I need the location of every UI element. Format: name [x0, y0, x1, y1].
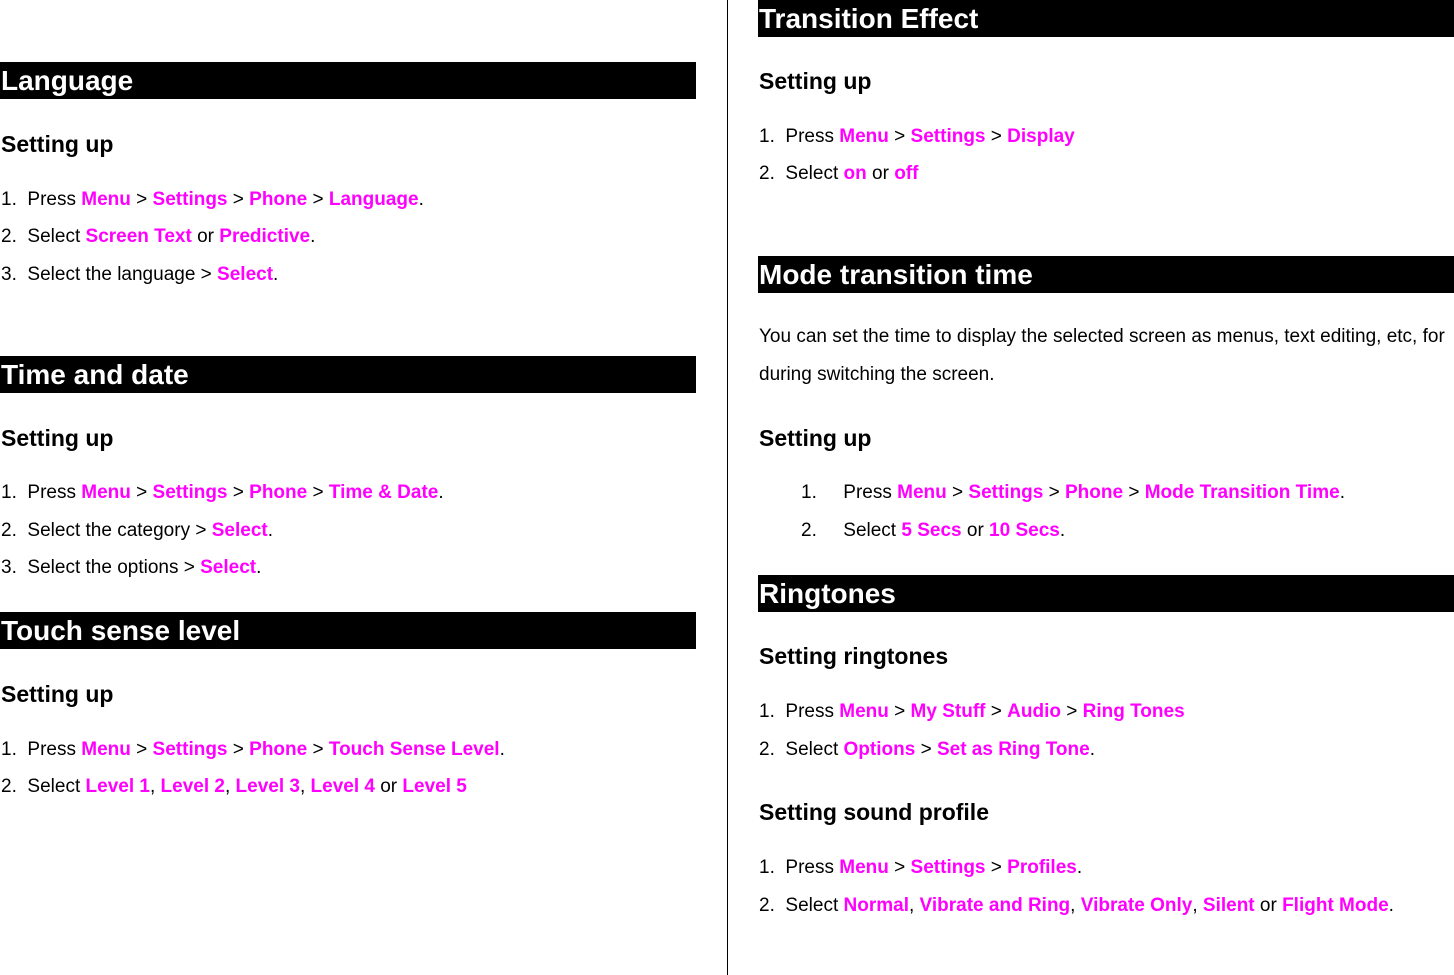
list-item: 3. Select the language > Select. [1, 264, 279, 285]
subheading: Setting up [759, 68, 872, 94]
list-item: 2. Select Screen Text or Predictive. [1, 226, 316, 247]
list-item: 2. Select the category > Select. [1, 520, 273, 541]
section-title: Transition Effect [759, 3, 979, 34]
subheading: Setting up [1, 131, 114, 157]
list-item: 1. Press Menu > My Stuff > Audio > Ring Tones [759, 701, 1185, 722]
list-item: 1. Press Menu > Settings > Phone > Touch Sense Level. [1, 739, 505, 760]
list-item: 1. Press Menu > Settings > Phone > Mode Transition Time. [801, 482, 1345, 503]
list-item: 1. Press Menu > Settings > Display [759, 126, 1075, 147]
description: You can set the time to display the selected screen as menus, text editing, etc, for during switching the screen. [759, 326, 1445, 385]
subheading: Setting up [1, 425, 114, 451]
section-title: Ringtones [759, 578, 896, 609]
list-item: 1. Press Menu > Settings > Phone > Language. [1, 189, 424, 210]
list-item: 2. Select Normal, Vibrate and Ring, Vibrate Only, Silent or Flight Mode. [759, 895, 1394, 916]
section-header-touch-sense-level [0, 612, 696, 649]
list-item: 2. Select on or off [759, 163, 919, 184]
section-header-ringtones [758, 575, 1454, 612]
section-header-transition-effect [758, 0, 1454, 37]
list-item: 3. Select the options > Select. [1, 557, 262, 578]
subheading: Setting sound profile [759, 799, 989, 825]
subheading: Setting up [759, 425, 872, 451]
section-title: Mode transition time [759, 259, 1033, 290]
section-title: Touch sense level [1, 615, 241, 646]
list-item: 2. Select Options > Set as Ring Tone. [759, 739, 1095, 760]
list-item: 2. Select Level 1, Level 2, Level 3, Level 4 or Level 5 [1, 776, 467, 797]
section-header-time-and-date [0, 356, 696, 393]
subheading: Setting up [1, 681, 114, 707]
section-header-mode-transition-time [758, 256, 1454, 293]
subheading: Setting ringtones [759, 643, 949, 669]
section-title: Time and date [1, 359, 189, 390]
column-divider [727, 0, 728, 975]
section-title: Language [1, 65, 134, 96]
list-item: 2. Select 5 Secs or 10 Secs. [801, 520, 1066, 541]
section-header-language [0, 62, 696, 99]
list-item: 1. Press Menu > Settings > Profiles. [759, 857, 1083, 878]
list-item: 1. Press Menu > Settings > Phone > Time & Date. [1, 482, 444, 503]
